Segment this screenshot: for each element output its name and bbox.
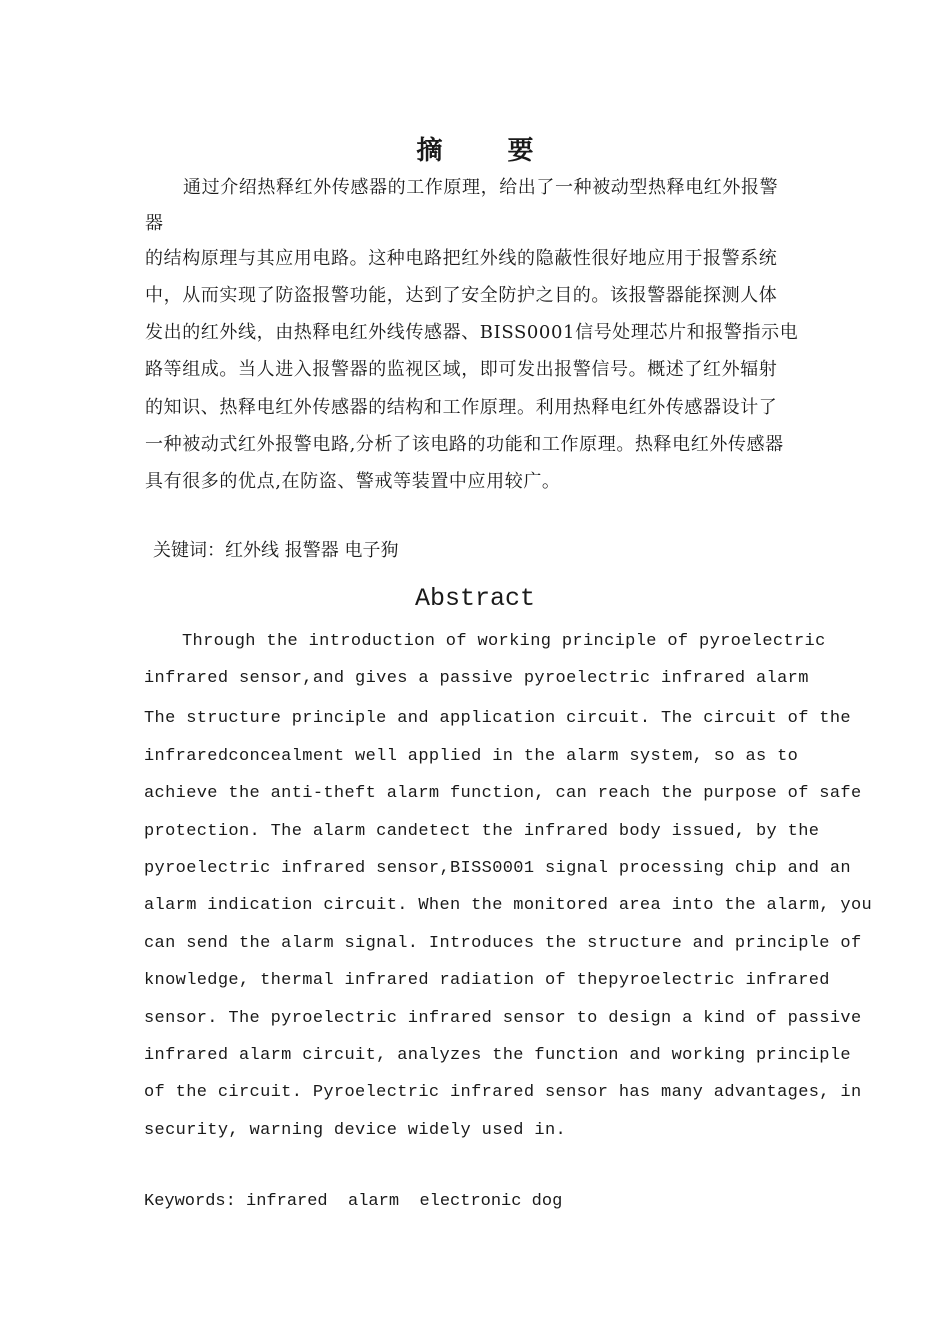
abstract-en-line: achieve the anti-theft alarm function, can reach the purpose of safe: [144, 784, 862, 803]
abstract-en-line: can send the alarm signal. Introduces the structure and principle of: [144, 934, 862, 953]
abstract-cn-line: 一种被动式红外报警电路,分析了该电路的功能和工作原理。热释电红外传感器: [145, 434, 784, 455]
keywords-en: Keywords: infrared alarm electronic dog: [144, 1192, 563, 1211]
abstract-cn-line: 的知识、热释电红外传感器的结构和工作原理。利用热释电红外传感器设计了: [145, 397, 778, 418]
abstract-en-line: alarm indication circuit. When the monitored area into the alarm, you: [144, 896, 873, 915]
abstract-cn-title: 摘 要: [416, 136, 562, 166]
abstract-en-line: infrared sensor,and gives a passive pyroelectric infrared alarm: [144, 669, 809, 688]
abstract-cn-line: 具有很多的优点,在防盗、警戒等装置中应用较广。: [145, 471, 561, 492]
abstract-en-line: infrared alarm circuit, analyzes the function and working principle: [144, 1046, 851, 1065]
abstract-en-line: knowledge, thermal infrared radiation of thepyroelectric infrared: [144, 971, 830, 990]
abstract-cn-line: 通过介绍热释红外传感器的工作原理，给出了一种被动型热释电红外报警: [183, 177, 779, 198]
abstract-en-line: of the circuit. Pyroelectric infrared sensor has many advantages, in: [144, 1083, 862, 1102]
abstract-cn-line: 的结构原理与其应用电路。这种电路把红外线的隐蔽性很好地应用于报警系统: [145, 248, 778, 269]
abstract-en-line: security, warning device widely used in.: [144, 1121, 567, 1140]
abstract-en-line: pyroelectric infrared sensor,BISS0001 signal processing chip and an: [144, 859, 851, 878]
abstract-cn-line: 路等组成。当人进入报警器的监视区域，即可发出报警信号。概述了红外辐射: [145, 359, 778, 380]
abstract-cn-line: 器: [145, 213, 164, 234]
abstract-cn-line: 发出的红外线，由热释电红外线传感器、BISS0001信号处理芯片和报警指示电: [145, 322, 799, 343]
abstract-cn-line: 中，从而实现了防盗报警功能，达到了安全防护之目的。该报警器能探测人体: [145, 285, 778, 306]
abstract-en-title: Abstract: [414, 584, 536, 613]
abstract-en-line: infraredconcealment well applied in the alarm system, so as to: [144, 747, 799, 766]
keywords-cn: 关键词：红外线 报警器 电子狗: [153, 540, 399, 561]
abstract-en-line: protection. The alarm candetect the infrared body issued, by the: [144, 822, 820, 841]
abstract-en-line: Through the introduction of working principle of pyroelectric: [182, 632, 826, 651]
abstract-en-line: The structure principle and application circuit. The circuit of the: [144, 709, 851, 728]
abstract-en-line: sensor. The pyroelectric infrared sensor to design a kind of passive: [144, 1009, 862, 1028]
